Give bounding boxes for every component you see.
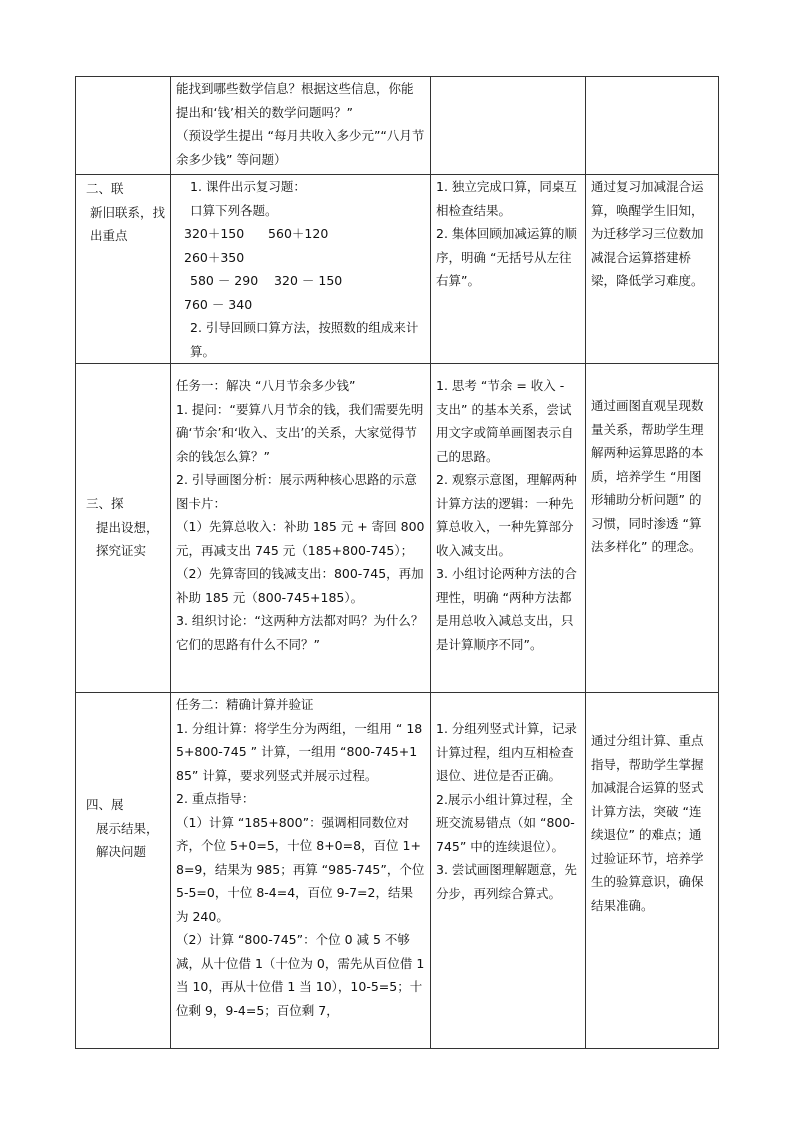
teacher-text: 760 － 340 bbox=[184, 296, 253, 312]
lesson-plan-table bbox=[75, 76, 719, 1049]
student-activity-cell bbox=[431, 693, 586, 1049]
teacher-text: 2. 引导画图分析：展示两种核心思路的示意图卡片： bbox=[176, 472, 417, 511]
stage-title: 三、探 bbox=[86, 496, 124, 511]
student-text: 2. 集体回顾加减运算的顺序，明确 “无括号从左往右算”。 bbox=[436, 226, 577, 288]
teacher-text: 任务二：精确计算并验证 bbox=[176, 697, 314, 712]
teacher-text: （预设学生提出 “每月共收入多少元”“八月节余多少钱” 等问题） bbox=[176, 128, 425, 167]
teacher-activity-cell bbox=[171, 364, 431, 693]
table-row bbox=[76, 175, 719, 364]
student-text: 3. 小组讨论两种方法的合理性，明确 “两种方法都是用总收入减总支出，只是计算顺序不同”。 bbox=[436, 566, 577, 652]
stage-subtitle: 新旧联系，找出重点 bbox=[90, 204, 166, 243]
stage-subtitle: 展示结果，解决问题 bbox=[96, 820, 159, 859]
teacher-text: 1. 课件出示复习题： bbox=[190, 179, 306, 194]
teacher-activity-cell bbox=[171, 693, 431, 1049]
student-text: 2.展示小组计算过程，全班交流易错点（如 “800-745” 中的连续退位）。 bbox=[436, 791, 575, 854]
design-intent-text: 通过分组计算、重点指导，帮助学生掌握加减混合运算的竖式计算方法，突破 “连续退位” 的难点；通过验证环节，培养学生的验算意识，确保结果准确。 bbox=[591, 733, 704, 913]
student-text: 2. 观察示意图，理解两种计算方法的逻辑：一种先算总收入，一种先算部分收入减支出。 bbox=[436, 472, 577, 558]
stage-cell bbox=[76, 77, 171, 175]
student-text: 3. 尝试画图理解题意，先分步，再列综合算式。 bbox=[436, 862, 577, 901]
teacher-text: 1. 提问：“要算八月节余的钱，我们需要先明确‘节余’和‘收入、支出’的关系，大家觉得节余的钱怎么算？” bbox=[176, 401, 424, 464]
design-intent-text: 通过画图直观呈现数量关系，帮助学生理解两种运算思路的本质，培养学生 “用图形辅助分析问题” 的习惯，同时渗透 “算法多样化” 的理念。 bbox=[591, 398, 704, 554]
teacher-text: 能找到哪些数学信息？根据这些信息，你能提出和‘钱’相关的数学问题吗？” bbox=[176, 81, 414, 120]
teacher-text: （2）计算 “800-745”：个位 0 减 5 不够减，从十位借 1（十位为 0，需先从百位借 1 当 10，再从十位借 1 当 10），10-5=5；十位剩 9，9-4=5；百位剩 7， bbox=[176, 932, 425, 1018]
teacher-activity-cell bbox=[171, 175, 431, 364]
teacher-text: 1. 分组计算：将学生分为两组，一组用 “ 185+800-745 ” 计算，一组用 “800-745+185” 计算，要求列竖式并展示过程。 bbox=[176, 720, 423, 783]
table-row bbox=[76, 364, 719, 693]
stage-cell bbox=[76, 175, 171, 364]
teacher-text: （1）计算 “185+800”：强调相同数位对齐，个位 5+0=5，十位 8+0=8，百位 1+8=9，结果为 985；再算 “985-745”，个位 5-5=0，十位 8-4=4，百位 9-7=2，结果为 240。 bbox=[176, 814, 425, 924]
teacher-text: 3. 组织讨论：“这两种方法都对吗？为什么？它们的思路有什么不同？” bbox=[176, 613, 424, 652]
stage-title: 二、联 bbox=[86, 181, 124, 196]
stage-cell bbox=[76, 364, 171, 693]
teacher-text: 260＋350 bbox=[184, 249, 245, 265]
teacher-text: 口算下列各题。 bbox=[190, 202, 278, 218]
design-intent-cell bbox=[586, 364, 719, 693]
teacher-text: 2. 引导回顾口算方法，按照数的组成来计算。 bbox=[190, 320, 419, 359]
teacher-text: 2. 重点指导： bbox=[176, 791, 255, 806]
teacher-text: （1）先算总收入：补助 185 元 + 寄回 800 元，再减支出 745 元（185+800-745）； bbox=[176, 519, 425, 558]
student-activity-cell bbox=[431, 77, 586, 175]
teacher-text: 320＋150 560＋120 bbox=[184, 226, 329, 241]
student-text: 1. 分组列竖式计算，记录计算过程，组内互相检查退位、进位是否正确。 bbox=[436, 721, 577, 783]
teacher-activity-cell bbox=[171, 77, 431, 175]
teacher-text: （2）先算寄回的钱减支出：800-745，再加补助 185 元（800-745+185）。 bbox=[176, 566, 424, 605]
student-activity-cell bbox=[431, 364, 586, 693]
design-intent-cell bbox=[586, 77, 719, 175]
stage-cell bbox=[76, 693, 171, 1049]
student-text: 1. 思考 “节余 = 收入 - 支出” 的基本关系，尝试用文字或简单画图表示自己的思路。 bbox=[436, 378, 574, 464]
table-row bbox=[76, 693, 719, 1049]
stage-subtitle: 提出设想，探究证实 bbox=[96, 519, 159, 558]
teacher-text: 任务一：解决 “八月节余多少钱” bbox=[176, 378, 356, 393]
teacher-text: 580 － 290 320 － 150 bbox=[190, 273, 343, 288]
stage-title: 四、展 bbox=[86, 797, 124, 812]
table-row bbox=[76, 77, 719, 175]
student-activity-cell bbox=[431, 175, 586, 364]
student-text: 1. 独立完成口算，同桌互相检查结果。 bbox=[436, 179, 577, 218]
design-intent-cell bbox=[586, 693, 719, 1049]
design-intent-text: 通过复习加减混合运算，唤醒学生旧知，为迁移学习三位数加减混合运算搭建桥梁，降低学习难度。 bbox=[591, 179, 704, 288]
design-intent-cell bbox=[586, 175, 719, 364]
